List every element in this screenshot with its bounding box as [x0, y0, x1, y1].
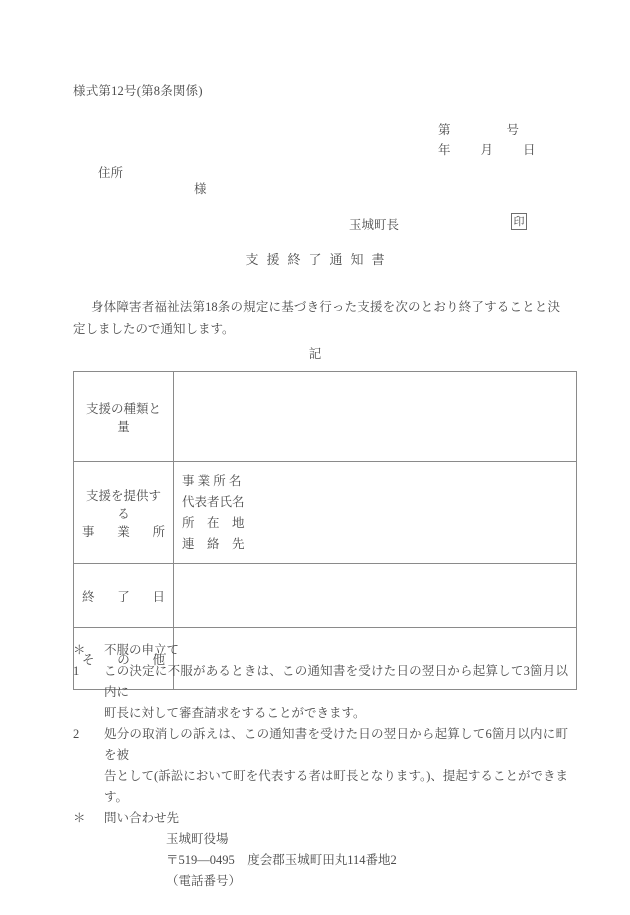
body-paragraph: 身体障害者福祉法第18条の規定に基づき行った支援を次のとおり終了することと決定しましたので通知します。 [73, 300, 560, 336]
row-value-provider[interactable] [174, 462, 577, 564]
document-number-field [438, 120, 558, 138]
row-label-other: その他 [74, 628, 174, 690]
date-month-label: 月 [480, 143, 494, 157]
contact-postal-address: 〒519—0495 度会郡玉城町田丸114番地2 [166, 853, 397, 867]
row-label-support-type: 支援の種類と量 [74, 372, 174, 462]
recipient-honorific: 様 [194, 182, 207, 196]
table-row [74, 564, 577, 628]
row-value-end-date[interactable] [174, 564, 577, 628]
table-row [74, 372, 577, 462]
note-item-2: 2 処分の取消しの訴えは、この通知書を受けた日の翌日から起算して6箇月以内に町を被 告として(訴訟において町を代表する者は町長となります。)、提起することができます。 [73, 724, 568, 808]
row-label-provider: 支援を提供する 事業所 [74, 462, 174, 564]
table-row [74, 462, 577, 564]
note-heading-appeal: ＊ 不服の申立て [73, 640, 568, 661]
note-heading-inquiry: ＊ 問い合わせ先 [73, 808, 568, 829]
footnotes [73, 640, 568, 892]
row-value-support-type[interactable] [174, 372, 577, 462]
recipient-address-label: 住所 [98, 166, 124, 180]
ki-marker: 記 [308, 347, 322, 361]
document-number-prefix: 第 [438, 123, 451, 137]
note-item-1: 1 この決定に不服があるときは、この通知書を受けた日の翌日から起算して3箇月以内に 町長に対して審査請求をすることができます。 [73, 661, 568, 724]
row-label-end-date: 終了日 [74, 564, 174, 628]
note-number: 1 [73, 664, 80, 678]
seal-stamp-icon: 印 [511, 213, 527, 230]
document-number-suffix: 号 [506, 123, 520, 137]
document-date-field [438, 140, 536, 158]
contact-office: 玉城町役場 [166, 832, 229, 846]
issuer-name: 玉城町長 [349, 218, 400, 232]
provider-representative-label: 代表者氏名 [182, 494, 245, 509]
asterisk-icon: ＊ [73, 811, 86, 825]
asterisk-icon: ＊ [73, 643, 86, 657]
date-year-label: 年 [438, 143, 451, 157]
page-title: 支援終了通知書 [245, 252, 393, 267]
form-number: 様式第12号(第8条関係) [73, 84, 203, 98]
provider-office-name-label: 事 業 所 名 [182, 473, 242, 488]
provider-location-label: 所 在 地 [182, 515, 245, 530]
provider-contact-label: 連 絡 先 [182, 536, 245, 551]
contact-block [73, 829, 568, 892]
contact-phone: （電話番号） [166, 874, 242, 888]
date-day-label: 日 [523, 143, 536, 157]
note-number: 2 [73, 727, 80, 741]
